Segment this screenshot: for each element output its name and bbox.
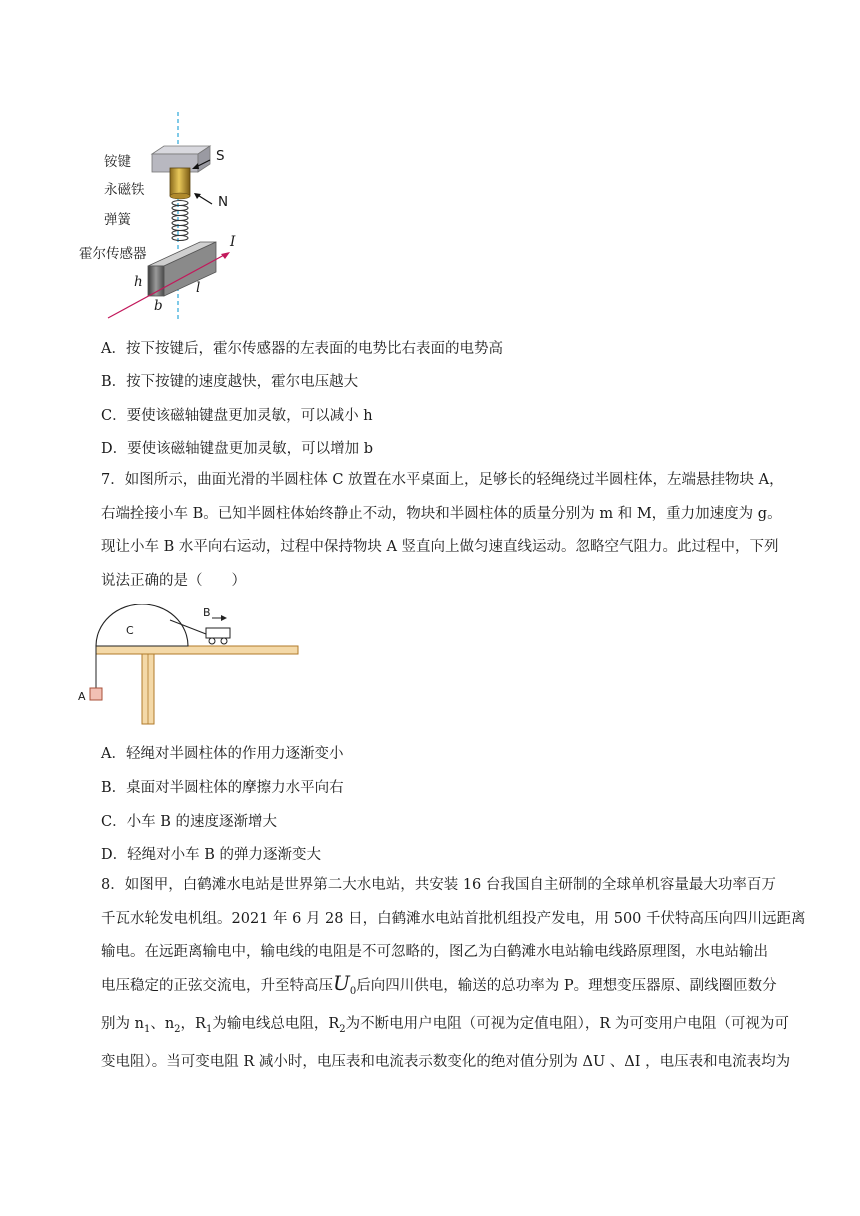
label-spring: 弹簧: [104, 212, 131, 228]
label-s: S: [216, 148, 225, 164]
label-h: h: [134, 274, 143, 290]
hall-sensor-diagram: [70, 108, 250, 324]
label-b-car: B: [203, 606, 211, 619]
q7-stem: [101, 464, 789, 598]
q7-line: 7．如图所示，曲面光滑的半圆柱体 C 放置在水平桌面上，足够长的轻绳绕过半圆柱体，左端悬挂物块 A，: [101, 472, 784, 488]
label-c: C: [126, 624, 134, 637]
spring: [172, 201, 188, 241]
q8-line: 8．如图甲，白鹤滩水电站是世界第二大水电站，共安装 16 台我国自主研制的全球单机容量最大功率百万: [101, 877, 776, 893]
q6-option-c: C．要使该磁轴键盘更加灵敏，可以减小 h: [101, 408, 373, 424]
q8-line: 千瓦水轮发电机组。2021 年 6 月 28 日，白鹤滩水电站首批机组投产发电，用 500 千伏特高压向四川远距离: [101, 910, 806, 927]
label-b: b: [154, 298, 163, 314]
q7-line: 右端拴接小车 B。已知半圆柱体始终静止不动，物块和半圆柱体的质量分别为 m 和 M，重力加速度为 g。: [101, 505, 782, 522]
q8-line: 变电阻）。当可变电阻 R 减小时，电压表和电流表示数变化的绝对值分别为 ΔU 、ΔI ，电压表和电流表均为: [101, 1054, 791, 1071]
u0-symbol: U: [333, 970, 350, 995]
q6-option-b: B．按下按键的速度越快，霍尔电压越大: [101, 374, 359, 390]
magnet: [170, 168, 190, 196]
current-arrow: [221, 252, 230, 259]
car-b: [206, 628, 230, 638]
q6-option-a: A．按下按键后，霍尔传感器的左表面的电势比右表面的电势高: [101, 341, 503, 357]
label-current: I: [230, 234, 236, 250]
block-a: [90, 688, 102, 700]
label-l: l: [196, 280, 201, 296]
half-cylinder-diagram: [74, 604, 304, 726]
q7-option-a: A．轻绳对半圆柱体的作用力逐渐变小: [101, 746, 344, 762]
table-top: [96, 646, 298, 654]
half-cylinder: [96, 604, 188, 646]
q6-option-d: D．要使该磁轴键盘更加灵敏，可以增加 b: [101, 441, 374, 457]
q7-option-c: C．小车 B 的速度逐渐增大: [101, 814, 277, 830]
half-cylinder-figure: [74, 604, 304, 726]
hall-sensor-figure: [70, 108, 250, 324]
label-sensor: 霍尔传感器: [79, 246, 147, 262]
label-magnet: 永磁铁: [104, 182, 145, 198]
q7-line: 现让小车 B 水平向右运动，过程中保持物块 A 竖直向上做匀速直线运动。忽略空气阻力。此过程中，下列: [101, 539, 779, 555]
q7-option-d: D．轻绳对小车 B 的弹力逐渐变大: [101, 847, 321, 863]
q8-stem: [101, 869, 806, 1080]
q8-line: 别为 $n_1$、$n_2$，$R_1$为输电线总电阻，$R_2$为不断电用户电阻（可视为定值电阻），R 为可变用户电阻（可视为可: [101, 1015, 789, 1035]
label-key: 铵键: [104, 154, 131, 170]
q7-option-b: B．桌面对半圆柱体的摩擦力水平向右: [101, 780, 344, 796]
q8-line: 电压稳定的正弦交流电，升至特高压$U_0$后向四川供电，输送的总功率为 P。理想变压器原、副线圈匝数分: [101, 970, 777, 997]
label-n: N: [218, 194, 229, 210]
q7-line: 说法正确的是（ ）: [101, 572, 246, 589]
label-a-block: A: [78, 690, 86, 703]
q8-line: 输电。在远距离输电中，输电线的电阻是不可忽略的，图乙为白鹤滩水电站输电线路原理图，水电站输出: [101, 944, 768, 960]
